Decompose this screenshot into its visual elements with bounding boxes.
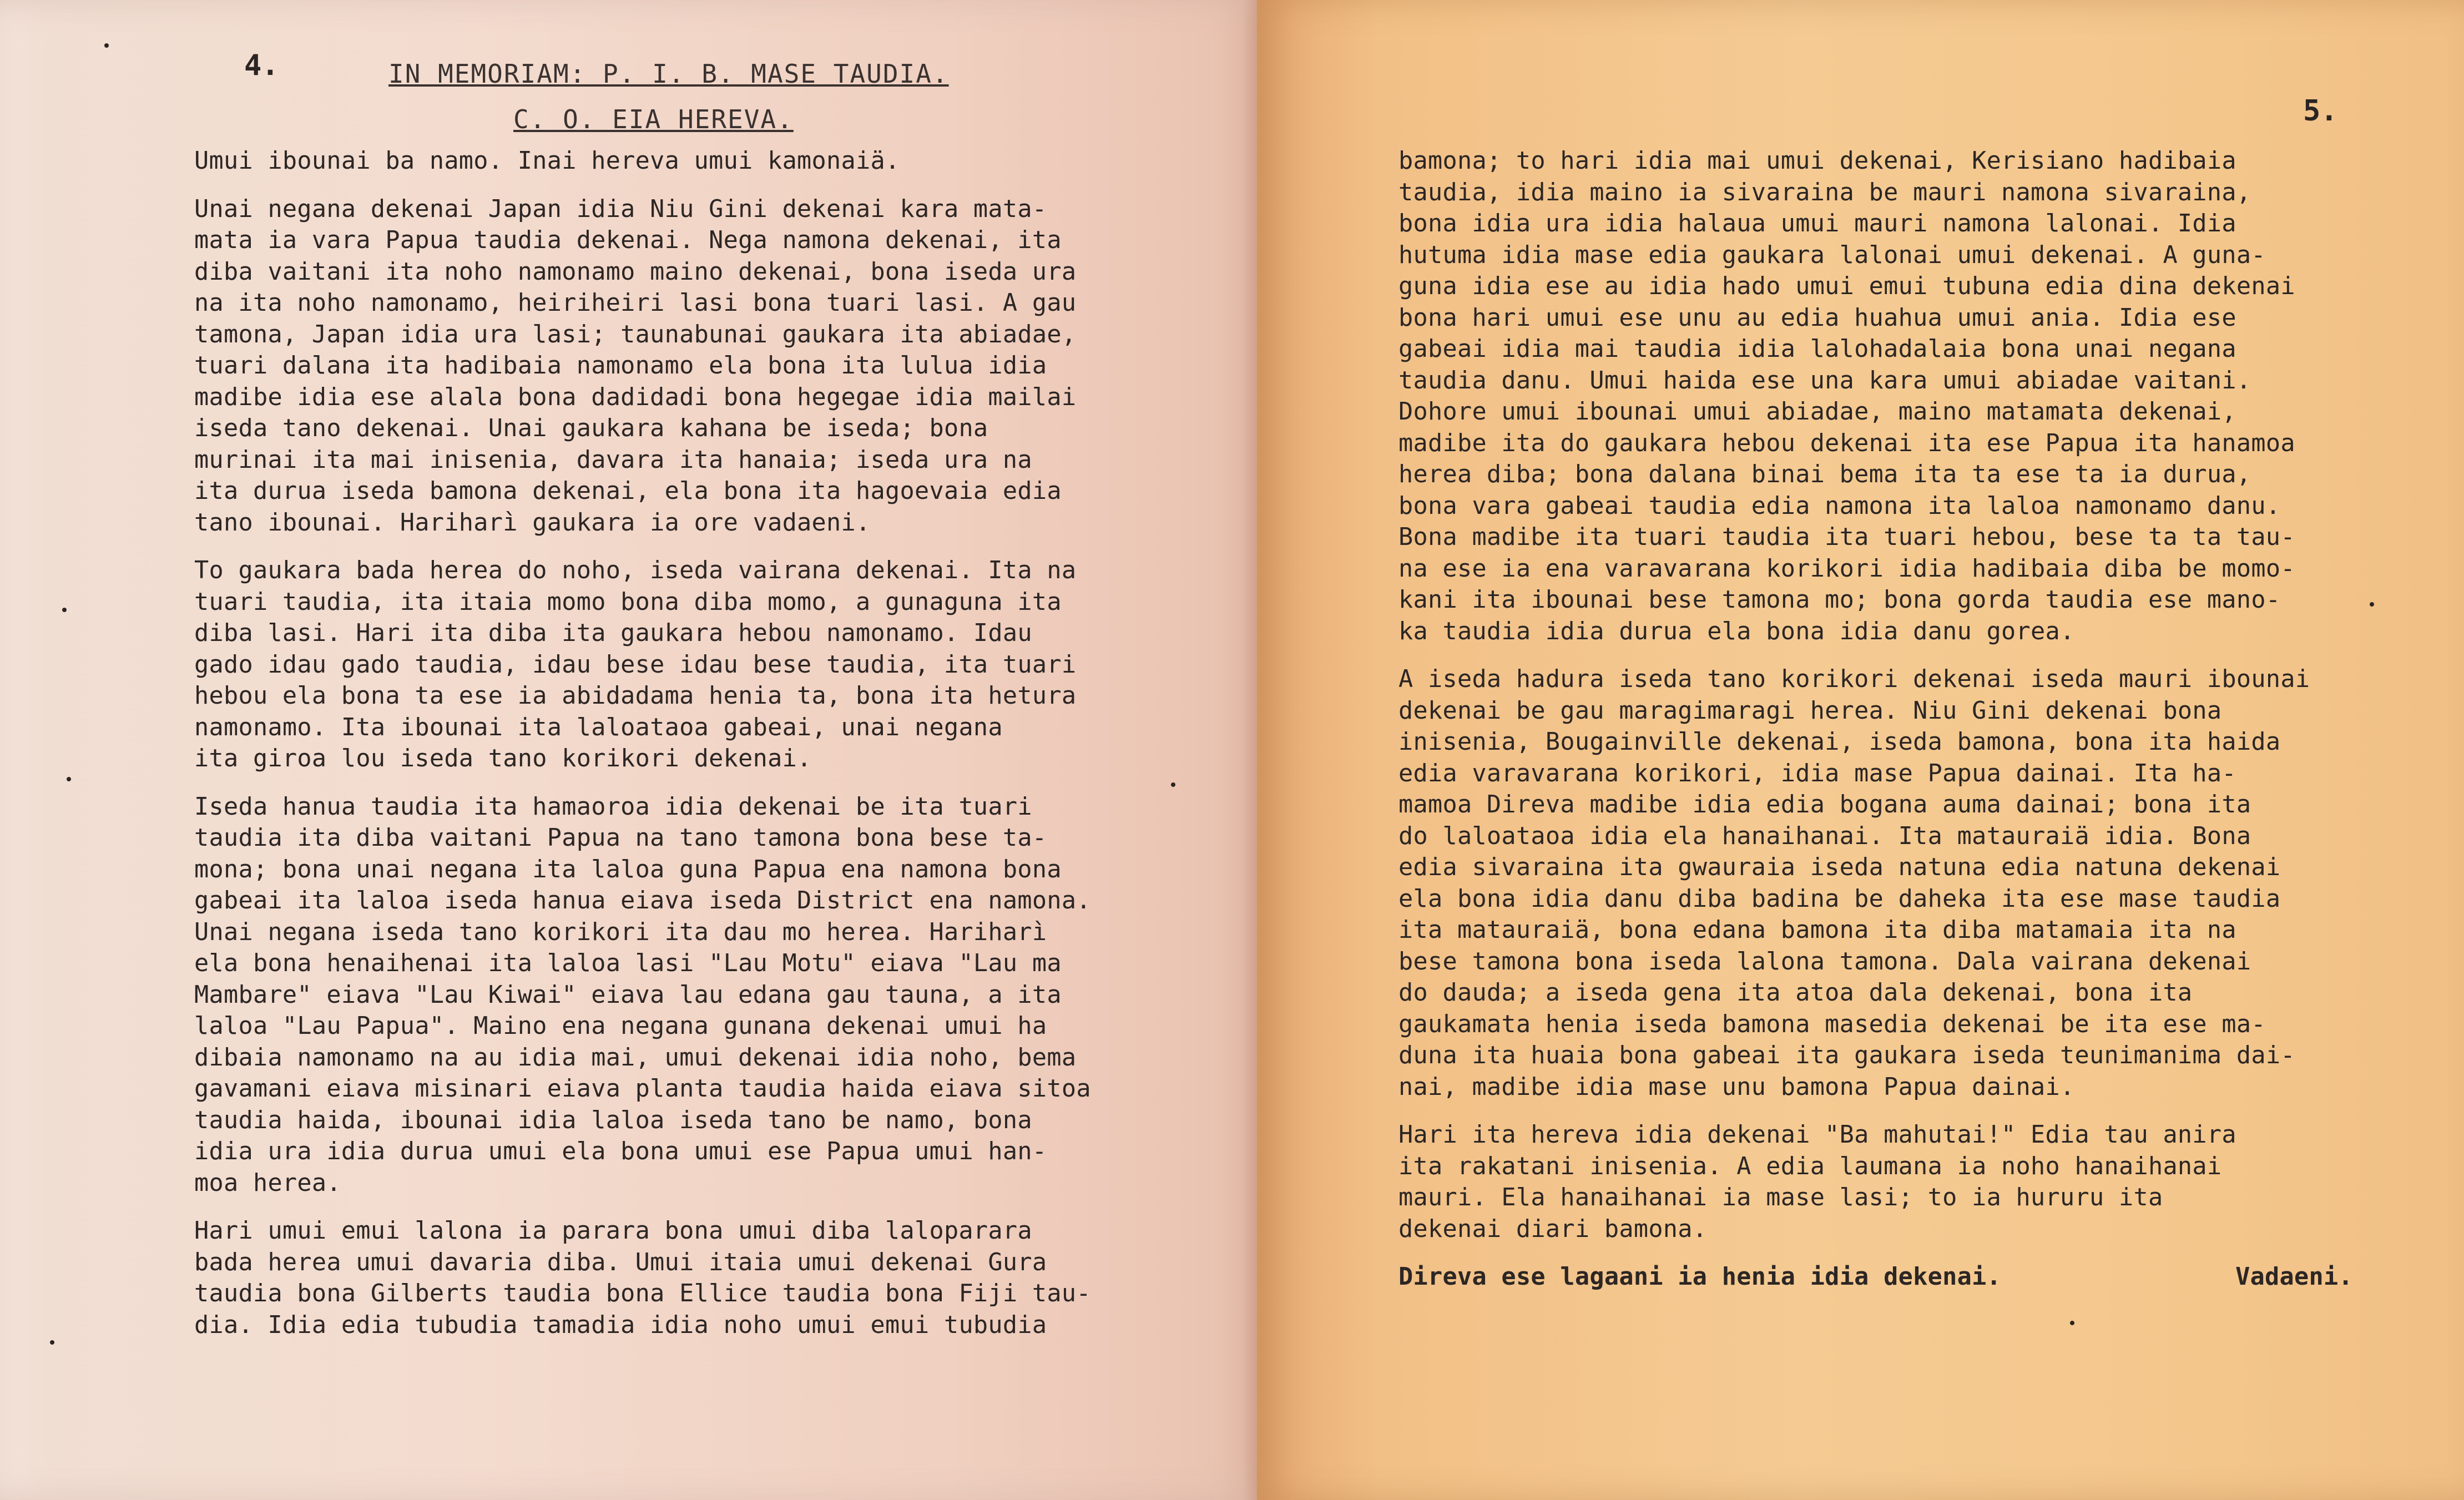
text-line: namonamo. Ita ibounai ita laloataoa gabeai, unai negana: [194, 713, 1003, 741]
text-line: Hari ita hereva idia dekenai "Ba mahutai!" Edia tau anira: [1398, 1121, 2236, 1149]
paragraph: [194, 145, 1149, 177]
text-line: bese tamona bona iseda lalona tamona. Dala vairana dekenai: [1398, 947, 2251, 976]
text-line: na ese ia ena varavarana korikori idia hadibaia diba be momo-: [1398, 554, 2295, 583]
title-line-1: IN MEMORIAM: P. I. B. MASE TAUDIA.: [388, 59, 949, 89]
paper-speck: [1171, 782, 1175, 787]
text-line: idia ura idia durua umui ela bona umui ese Papua umui han-: [194, 1138, 1047, 1165]
text-line: hebou ela bona ta ese ia abidadama henia ta, bona ita hetura: [194, 682, 1077, 710]
text-line: edia sivaraina ita gwauraia iseda natuna edia natuna dekenai: [1398, 853, 2281, 881]
text-line: bona hari umui ese unu au edia huahua umui ania. Idia ese: [1398, 304, 2236, 332]
text-line: do laloataoa idia ela hanaihanai. Ita matauraiä idia. Bona: [1398, 822, 2251, 850]
paragraph: [194, 1215, 1149, 1341]
text-line: madibe idia ese alala bona dadidadi bona hegegae idia mailai: [194, 383, 1077, 411]
paper-speck: [2070, 1321, 2074, 1325]
text-line: Unai negana dekenai Japan idia Niu Gini dekenai kara mata-: [194, 195, 1047, 223]
text-line: ita durua iseda bamona dekenai, ela bona ita hagoevaia edia: [194, 477, 1062, 505]
text-line: ita giroa lou iseda tano korikori dekenai.: [194, 745, 812, 772]
text-line: gabeai idia mai taudia idia lalohadalaia bona unai negana: [1398, 335, 2236, 363]
text-line: A iseda hadura iseda tano korikori dekenai iseda mauri ibounai: [1398, 665, 2310, 693]
text-line: taudia ita diba vaitani Papua na tano tamona bona bese ta-: [194, 824, 1047, 852]
text-line: ka taudia idia durua ela bona idia danu gorea.: [1398, 617, 2075, 645]
text-line: murinai ita mai inisenia, davara ita hanaia; iseda ura na: [194, 446, 1032, 474]
text-line: ita matauraiä, bona edana bamona ita diba matamaia ita na: [1398, 916, 2236, 944]
text-line: mauri. Ela hanaihanai ia mase lasi; to ia hururu ita: [1398, 1184, 2163, 1211]
text-line: taudia haida, ibounai idia laloa iseda tano be namo, bona: [194, 1106, 1032, 1134]
text-line: iseda tano dekenai. Unai gaukara kahana be iseda; bona: [194, 415, 988, 442]
text-line: kani ita ibounai bese tamona mo; bona gorda taudia ese mano-: [1398, 586, 2281, 614]
right-body-text: [1398, 145, 2464, 1293]
signoff-text: Vadaeni.: [2235, 1263, 2353, 1291]
text-line: mamoa Direva madibe idia edia bogana auma dainai; bona ita: [1398, 791, 2251, 819]
text-line: dia. Idia edia tubudia tamadia idia noho umui emui tubudia: [194, 1311, 1047, 1339]
paragraph: [194, 791, 1149, 1199]
title-line-2: C. O. EIA HEREVA.: [513, 104, 794, 134]
text-line: Mambare" eiava "Lau Kiwai" eiava lau edana gau tauna, a ita: [194, 981, 1062, 1009]
text-line: madibe ita do gaukara hebou dekenai ita ese Papua ita hanamoa: [1398, 429, 2295, 457]
text-line: Iseda hanua taudia ita hamaoroa idia dekenai be ita tuari: [194, 792, 1032, 821]
text-line: tano ibounai. Hariharì gaukara ia ore vadaeni.: [194, 508, 871, 537]
text-line: guna idia ese au idia hado umui emui tubuna edia dina dekenai: [1398, 272, 2295, 300]
closing-text: Direva ese lagaani ia henia idia dekenai.: [1398, 1263, 2002, 1291]
text-line: gaukamata henia iseda bamona masedia dekenai be ita ese ma-: [1398, 1010, 2266, 1038]
text-line: Unai negana iseda tano korikori ita dau mo herea. Hariharì: [194, 918, 1047, 946]
text-line: do dauda; a iseda gena ita atoa dala dekenai, bona ita: [1398, 979, 2193, 1007]
closing-line: [1398, 1261, 2353, 1293]
text-line: tuari taudia, ita itaia momo bona diba momo, a gunaguna ita: [194, 588, 1062, 616]
text-line: hutuma idia mase edia gaukara lalonai umui dekenai. A guna-: [1398, 241, 2266, 269]
text-line: na ita noho namonamo, heiriheiri lasi bona tuari lasi. A gau: [194, 289, 1077, 317]
text-line: Hari umui emui lalona ia parara bona umui diba laloparara: [194, 1217, 1032, 1245]
text-line: ela bona henaihenai ita laloa lasi "Lau Motu" eiava "Lau ma: [194, 950, 1062, 977]
text-line: mata ia vara Papua taudia dekenai. Nega namona dekenai, ita: [194, 226, 1062, 254]
paper-speck: [104, 43, 109, 48]
text-line: dekenai diari bamona.: [1398, 1215, 1708, 1243]
text-line: inisenia, Bougainville dekenai, iseda bamona, bona ita haida: [1398, 728, 2281, 756]
text-line: laloa "Lau Papua". Maino ena negana gunana dekenai umui ha: [194, 1012, 1047, 1040]
left-body-text: [194, 145, 1149, 1357]
text-line: moa herea.: [194, 1169, 341, 1197]
text-line: herea diba; bona dalana binai bema ita ta ese ta ia durua,: [1398, 461, 2251, 488]
text-line: diba vaitani ita noho namonamo maino dekenai, bona iseda ura: [194, 257, 1077, 286]
text-line: bona idia ura idia halaua umui mauri namona lalonai. Idia: [1398, 210, 2236, 238]
text-line: To gaukara bada herea do noho, iseda vairana dekenai. Ita na: [194, 557, 1077, 584]
text-line: duna ita huaia bona gabeai ita gaukara iseda teunimanima dai-: [1398, 1042, 2295, 1069]
text-line: tuari dalana ita hadibaia namonamo ela bona ita lulua idia: [194, 352, 1047, 380]
page-number-left: 4.: [244, 49, 279, 82]
text-line: bona vara gabeai taudia edia namona ita laloa namonamo danu.: [1398, 492, 2281, 520]
text-line: taudia bona Gilberts taudia bona Ellice taudia bona Fiji tau-: [194, 1280, 1091, 1307]
paragraph: [194, 194, 1149, 539]
text-line: edia varavarana korikori, idia mase Papua dainai. Ita ha-: [1398, 759, 2236, 787]
paper-speck: [50, 1340, 54, 1345]
text-line: ita rakatani inisenia. A edia laumana ia noho hanaihanai: [1398, 1152, 2222, 1180]
page-number-right: 5.: [2303, 94, 2338, 128]
text-line: gabeai ita laloa iseda hanua eiava iseda District ena namona.: [194, 887, 1091, 915]
text-line: nai, madibe idia mase unu bamona Papua dainai.: [1398, 1073, 2075, 1101]
text-line: ela bona idia danu diba badina be daheka ita ese mase taudia: [1398, 885, 2281, 913]
paper-speck: [67, 777, 71, 781]
text-line: Umui ibounai ba namo. Inai hereva umui kamonaiä.: [194, 147, 900, 175]
text-line: gado idau gado taudia, idau bese idau bese taudia, ita tuari: [194, 650, 1077, 679]
text-line: Dohore umui ibounai umui abiadae, maino matamata dekenai,: [1398, 398, 2236, 426]
text-line: dekenai be gau maragimaragi herea. Niu Gini dekenai bona: [1398, 696, 2222, 725]
paragraph: [194, 555, 1149, 775]
text-line: taudia, idia maino ia sivaraina be mauri namona sivaraina,: [1398, 178, 2251, 206]
paper-speck: [2370, 602, 2374, 607]
text-line: gavamani eiava misinari eiava planta taudia haida eiava sitoa: [194, 1075, 1091, 1103]
text-line: taudia danu. Umui haida ese una kara umui abiadae vaitani.: [1398, 366, 2251, 395]
paragraph: [1398, 145, 2464, 647]
paper-speck: [62, 608, 67, 612]
right-page: [1257, 0, 2464, 1500]
text-line: bamona; to hari idia mai umui dekenai, Kerisiano hadibaia: [1398, 147, 2236, 175]
text-line: mona; bona unai negana ita laloa guna Papua ena namona bona: [194, 855, 1062, 883]
text-line: dibaia namonamo na au idia mai, umui dekenai idia noho, bema: [194, 1043, 1077, 1072]
paragraph: [1398, 664, 2464, 1103]
title-block: [388, 51, 999, 142]
right-paragraphs: [1398, 145, 2464, 1245]
text-line: bada herea umui davaria diba. Umui itaia umui dekenai Gura: [194, 1248, 1047, 1276]
paragraph: [1398, 1119, 2464, 1245]
text-line: diba lasi. Hari ita diba ita gaukara hebou namonamo. Idau: [194, 619, 1032, 647]
text-line: Bona madibe ita tuari taudia ita tuari hebou, bese ta ta tau-: [1398, 523, 2295, 551]
text-line: tamona, Japan idia ura lasi; taunabunai gaukara ita abiadae,: [194, 320, 1077, 349]
